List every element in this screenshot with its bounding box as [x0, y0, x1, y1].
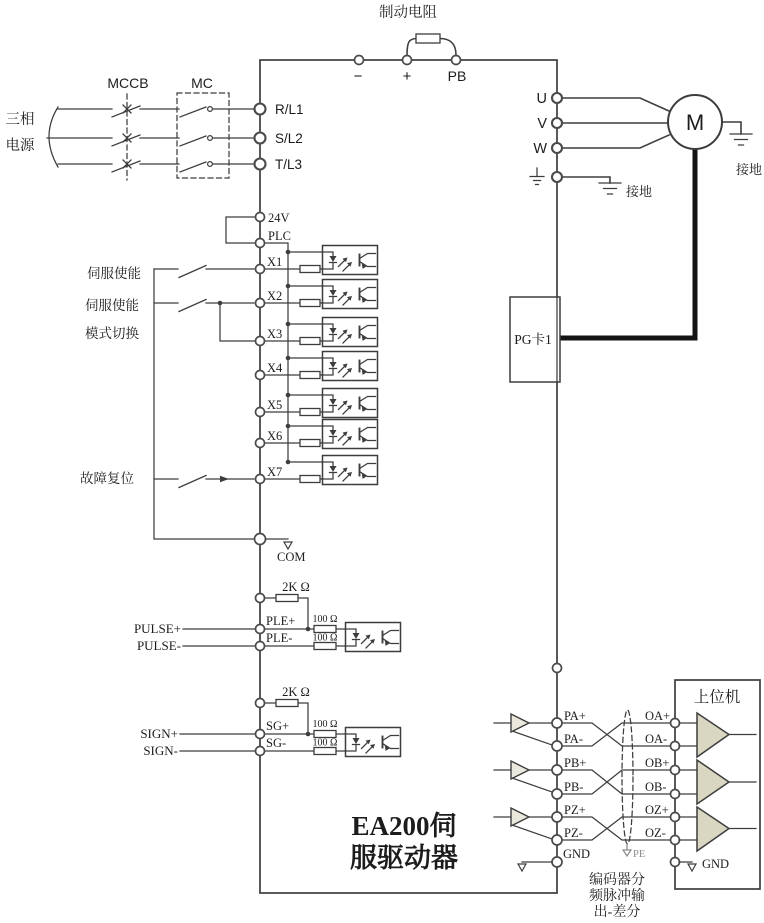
line-driver-a [494, 714, 552, 745]
digital-inputs [80, 211, 378, 564]
terminal-com-label: COM [277, 550, 306, 564]
terminal-sign-pullup [256, 699, 265, 708]
line-driver-b [494, 761, 552, 792]
line-driver-z [494, 808, 552, 839]
terminal-x4 [256, 371, 265, 380]
optocoupler-x1 [322, 246, 378, 275]
terminal-pz-minus [552, 835, 562, 845]
v24-plc-jumper [226, 217, 256, 243]
terminal-x4-label: X4 [267, 361, 283, 375]
terminal-pa-minus-label: PA- [564, 732, 583, 746]
terminal-x6-label: X6 [267, 429, 283, 443]
pullup-resistor-sign [276, 700, 298, 707]
terminal-gnd-host-label: GND [702, 857, 730, 871]
three-phase-input [6, 75, 304, 180]
terminal-ple-plus [256, 625, 265, 634]
terminal-u-label: U [536, 91, 547, 107]
optocoupler-pulse [345, 623, 401, 652]
terminal-pa-plus-label: PA+ [564, 709, 586, 723]
optocoupler-x7 [322, 456, 378, 485]
terminal-minus-label: − [353, 68, 363, 85]
terminal-x7 [256, 475, 265, 484]
terminal-t-l3 [255, 159, 266, 170]
terminal-pulse-pullup [256, 594, 265, 603]
switch-label-servo-enable-2: 伺服使能 [85, 298, 139, 313]
terminal-pb-minus-label: PB- [564, 780, 584, 794]
pulse-minus-label: PULSE- [136, 638, 181, 653]
switch-fault-reset [154, 476, 254, 488]
mc-outline [177, 93, 229, 178]
terminal-oz-minus [671, 836, 680, 845]
optocoupler-x5 [322, 389, 378, 418]
terminal-plc-label: PLC [268, 229, 291, 243]
mccb-label: MCCB [107, 75, 149, 91]
terminal-x1 [256, 265, 265, 274]
terminal-com [255, 534, 266, 545]
terminal-r-l1 [255, 104, 266, 115]
switch-servo-enable-2 [154, 300, 255, 342]
pe-label: PE [633, 849, 646, 860]
terminal-plus [403, 56, 412, 65]
terminal-w [552, 143, 562, 153]
motor-output [530, 91, 762, 338]
drive-title-line1: EA200伺 [351, 811, 457, 841]
terminal-v [552, 118, 562, 128]
pe-terminal-icon [530, 168, 544, 185]
pulse-plus-label: PULSE+ [133, 621, 181, 636]
mc-label: MC [191, 75, 213, 91]
host-computer-title: 上位机 [693, 689, 741, 706]
terminal-s-l2 [255, 133, 266, 144]
pullup-label-sign: 2K Ω [282, 685, 310, 699]
terminal-gnd [552, 857, 562, 867]
resistor-label-sign-2: 100 Ω [312, 737, 338, 749]
terminal-ple-minus-label: PLE- [266, 631, 293, 645]
optocoupler-x6 [322, 420, 378, 449]
resistor-label-sign-1: 100 Ω [312, 719, 338, 730]
terminal-x1-label: X1 [267, 255, 283, 269]
pullup-resistor-pulse [276, 595, 298, 602]
terminal-sg-plus [256, 730, 265, 739]
terminal-x3-label: X3 [267, 327, 283, 341]
terminal-24v [256, 213, 265, 222]
terminal-pa-plus [552, 718, 562, 728]
encoder-note-line3: 出-差分 [593, 905, 641, 920]
drive-title-line2: 服驱动器 [350, 843, 458, 873]
terminal-pa-minus [552, 741, 562, 751]
switch-label-mode-switch: 模式切换 [85, 326, 139, 341]
terminal-oz-minus-label: OZ- [645, 826, 666, 840]
terminal-oa-plus-label: OA+ [645, 709, 671, 723]
switch-servo-enable-1 [154, 266, 254, 278]
line-receiver-b [679, 760, 756, 804]
terminal-minus [355, 56, 364, 65]
terminal-pb [452, 56, 461, 65]
ground-icon-motor [730, 134, 752, 145]
terminal-ob-minus [671, 790, 680, 799]
terminal-pe [552, 172, 562, 182]
terminal-plc [256, 239, 265, 248]
terminal-plus-label: + [402, 68, 412, 85]
terminal-oa-minus-label: OA- [645, 732, 668, 746]
cable-shield [622, 710, 633, 844]
terminal-gnd-host [671, 858, 680, 867]
optocoupler-sign [345, 728, 401, 757]
terminal-pb-minus [552, 789, 562, 799]
switch-label-fault-reset: 故障复位 [80, 471, 134, 486]
pg-card-label: PG卡1 [514, 332, 552, 347]
ground-label-drive: 接地 [626, 184, 653, 199]
resistor-label-pulse-1: 100 Ω [312, 614, 338, 625]
terminal-x7-label: X7 [267, 465, 283, 479]
gnd-arrow-icon-drive [518, 864, 526, 871]
optocoupler-x4 [322, 352, 378, 381]
terminal-ob-plus [671, 766, 680, 775]
braking-resistor [416, 34, 440, 43]
junction-terminal [553, 664, 562, 673]
terminal-ob-plus-label: OB+ [645, 756, 670, 770]
terminal-gnd-label: GND [563, 847, 591, 861]
line-receiver-z [679, 807, 756, 851]
ground-label-motor: 接地 [736, 162, 763, 177]
resistor-label-pulse-2: 100 Ω [312, 632, 338, 644]
terminal-pz-minus-label: PZ- [564, 826, 583, 840]
switch-label-servo-enable-1: 伺服使能 [87, 266, 141, 281]
braking-resistor-circuit [354, 3, 467, 85]
pulse-input [134, 580, 401, 653]
terminal-t-l3-label: T/L3 [275, 157, 303, 172]
terminal-pb-plus [552, 765, 562, 775]
terminal-pb-plus-label: PB+ [564, 756, 587, 770]
terminal-x5-label: X5 [267, 398, 283, 412]
line-receiver-a [679, 713, 756, 757]
braking-resistor-label: 制动电阻 [379, 5, 437, 21]
source-bracket [49, 107, 58, 167]
terminal-sg-minus [256, 747, 265, 756]
source-label-line1: 三相 [5, 112, 35, 128]
sign-minus-label: SIGN- [143, 743, 178, 758]
source-label-line2: 电源 [5, 138, 35, 154]
terminal-sg-plus-label: SG+ [266, 719, 290, 733]
com-arrow-icon [284, 542, 292, 549]
terminal-x6 [256, 439, 265, 448]
terminal-pz-plus [552, 812, 562, 822]
terminal-oa-minus [671, 742, 680, 751]
terminal-ob-minus-label: OB- [645, 780, 667, 794]
terminal-w-label: W [533, 141, 547, 157]
terminal-r-l1-label: R/L1 [275, 102, 304, 117]
motor-label: M [685, 110, 705, 135]
terminal-u [552, 93, 562, 103]
pg-card [510, 297, 560, 382]
pe-ground-icon [623, 850, 631, 856]
encoder-note-line1: 编码器分 [589, 873, 645, 888]
terminal-x2-label: X2 [267, 289, 283, 303]
terminal-v-label: V [537, 116, 547, 132]
terminal-pb-label: PB [447, 68, 467, 84]
terminal-x3 [256, 337, 265, 346]
terminal-oa-plus [671, 719, 680, 728]
terminal-s-l2-label: S/L2 [275, 131, 303, 146]
switch-common-bus [154, 269, 254, 539]
terminal-x5 [256, 408, 265, 417]
terminal-ple-minus [256, 642, 265, 651]
terminal-24v-label: 24V [268, 211, 290, 225]
sign-plus-label: SIGN+ [140, 726, 178, 741]
gnd-arrow-icon-host [688, 864, 696, 871]
ground-icon-drive [599, 183, 621, 194]
terminal-oz-plus-label: OZ+ [645, 803, 669, 817]
terminal-ple-plus-label: PLE+ [266, 614, 296, 628]
optocoupler-x3 [322, 318, 378, 347]
optocoupler-x2 [322, 280, 378, 309]
pullup-label-pulse: 2K Ω [282, 580, 310, 594]
terminal-x2 [256, 299, 265, 308]
sign-input [140, 685, 400, 758]
terminal-pz-plus-label: PZ+ [564, 803, 586, 817]
terminal-sg-minus-label: SG- [266, 736, 287, 750]
encoder-note-line2: 频脉冲输 [589, 889, 645, 904]
terminal-oz-plus [671, 813, 680, 822]
